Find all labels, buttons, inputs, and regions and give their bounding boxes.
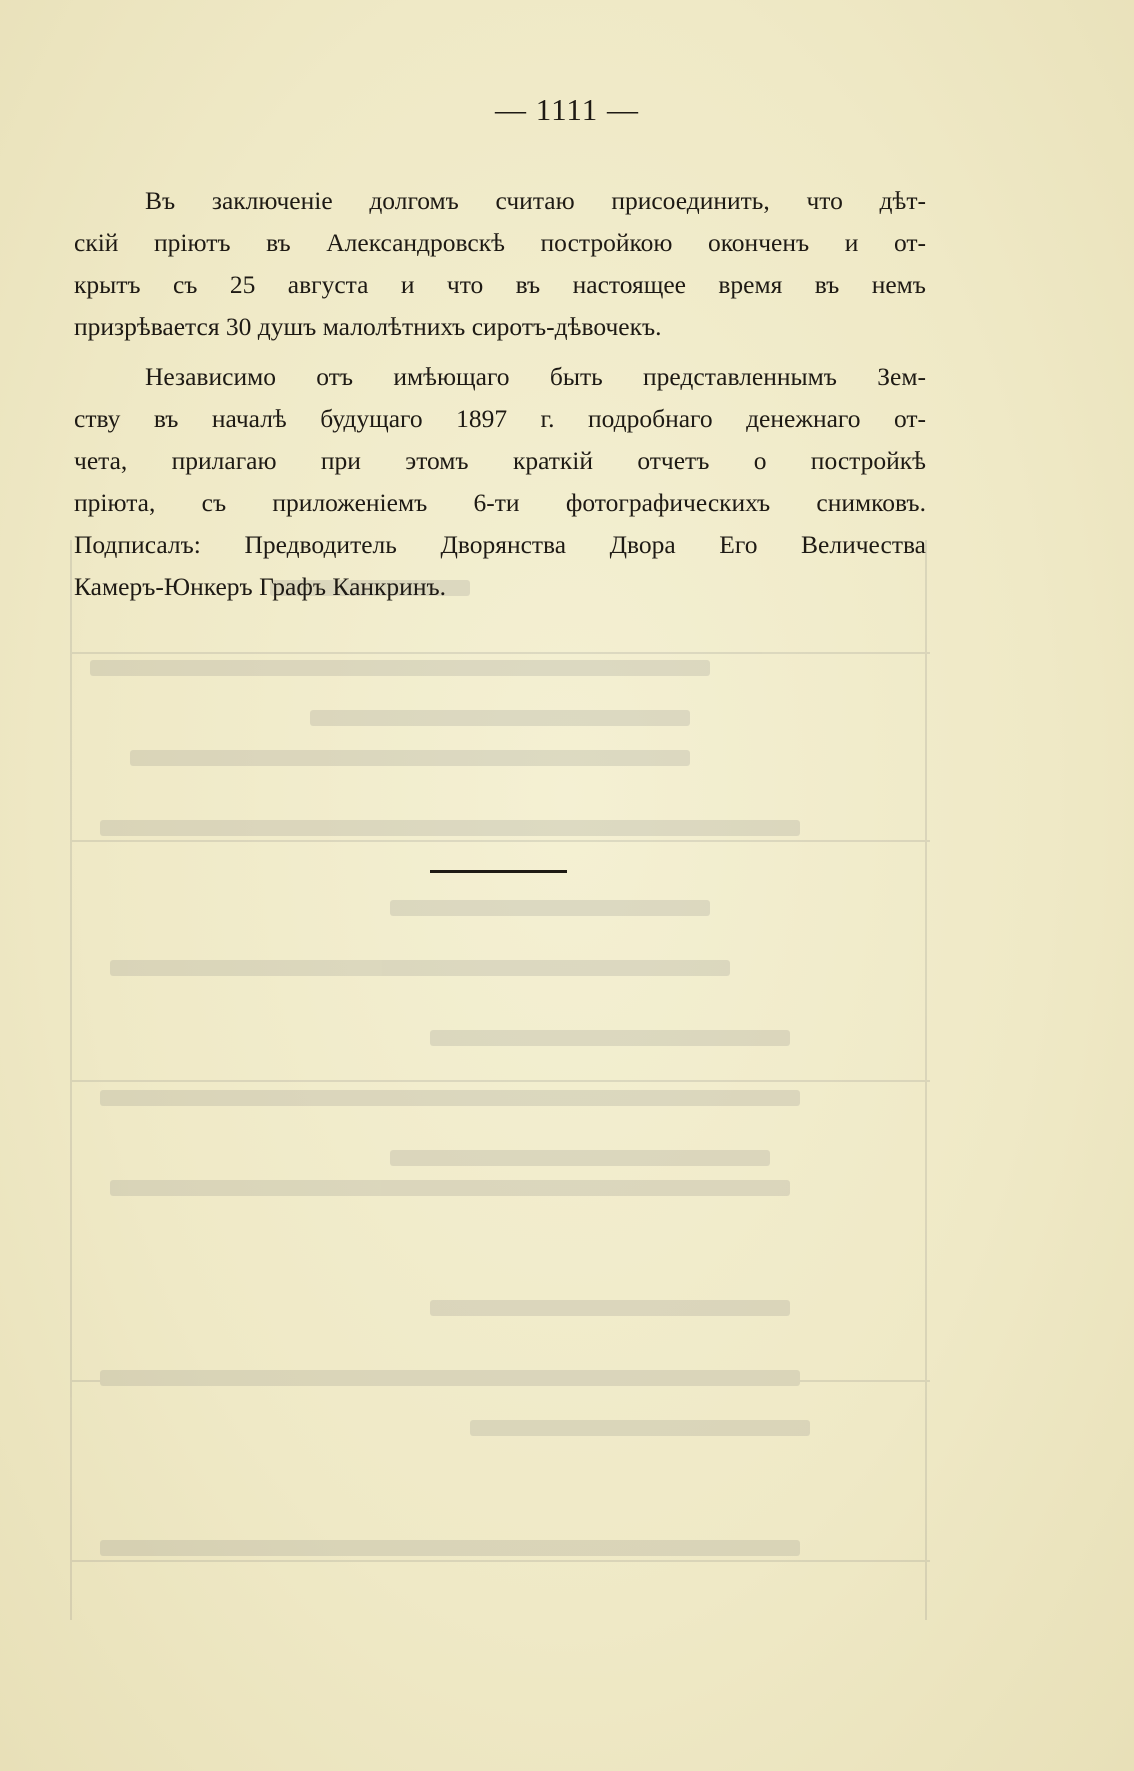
- paragraph-2: [74, 356, 926, 524]
- paragraph-line: призрѣвается 30 душъ малолѣтнихъ сиротъ-дѣвочекъ.: [74, 312, 662, 341]
- end-separator-rule: [430, 870, 567, 873]
- paragraph-line: крытъ съ 25 августа и что въ настоящее время въ немъ: [74, 270, 926, 299]
- bleed-through-ghost: [70, 540, 930, 1620]
- paragraph-line: пріюта, съ приложеніемъ 6-ти фотографическихъ снимковъ.: [74, 488, 926, 517]
- signature-title: Подписалъ: Предводитель Дворянства Двора Его Величества: [74, 530, 926, 559]
- signature-block: [74, 524, 926, 608]
- paragraph-line: скій пріютъ въ Александровскѣ постройкою оконченъ и от-: [74, 228, 926, 257]
- paragraph-line: ству въ началѣ будущаго 1897 г. подробнаго денежнаго от-: [74, 404, 926, 433]
- paragraph-line: чета, прилагаю при этомъ краткій отчетъ о постройкѣ: [74, 446, 926, 475]
- paragraph-1: [74, 180, 926, 348]
- report-body: [74, 180, 926, 608]
- paragraph-line: Независимо отъ имѣющаго быть представленнымъ Зем-: [145, 362, 926, 391]
- page-number: — 1111 —: [494, 92, 640, 127]
- signature-name: Камеръ-Юнкеръ Графъ Канкринъ.: [74, 572, 447, 601]
- paragraph-line: Въ заключеніе долгомъ считаю присоединить, что дѣт-: [145, 186, 926, 215]
